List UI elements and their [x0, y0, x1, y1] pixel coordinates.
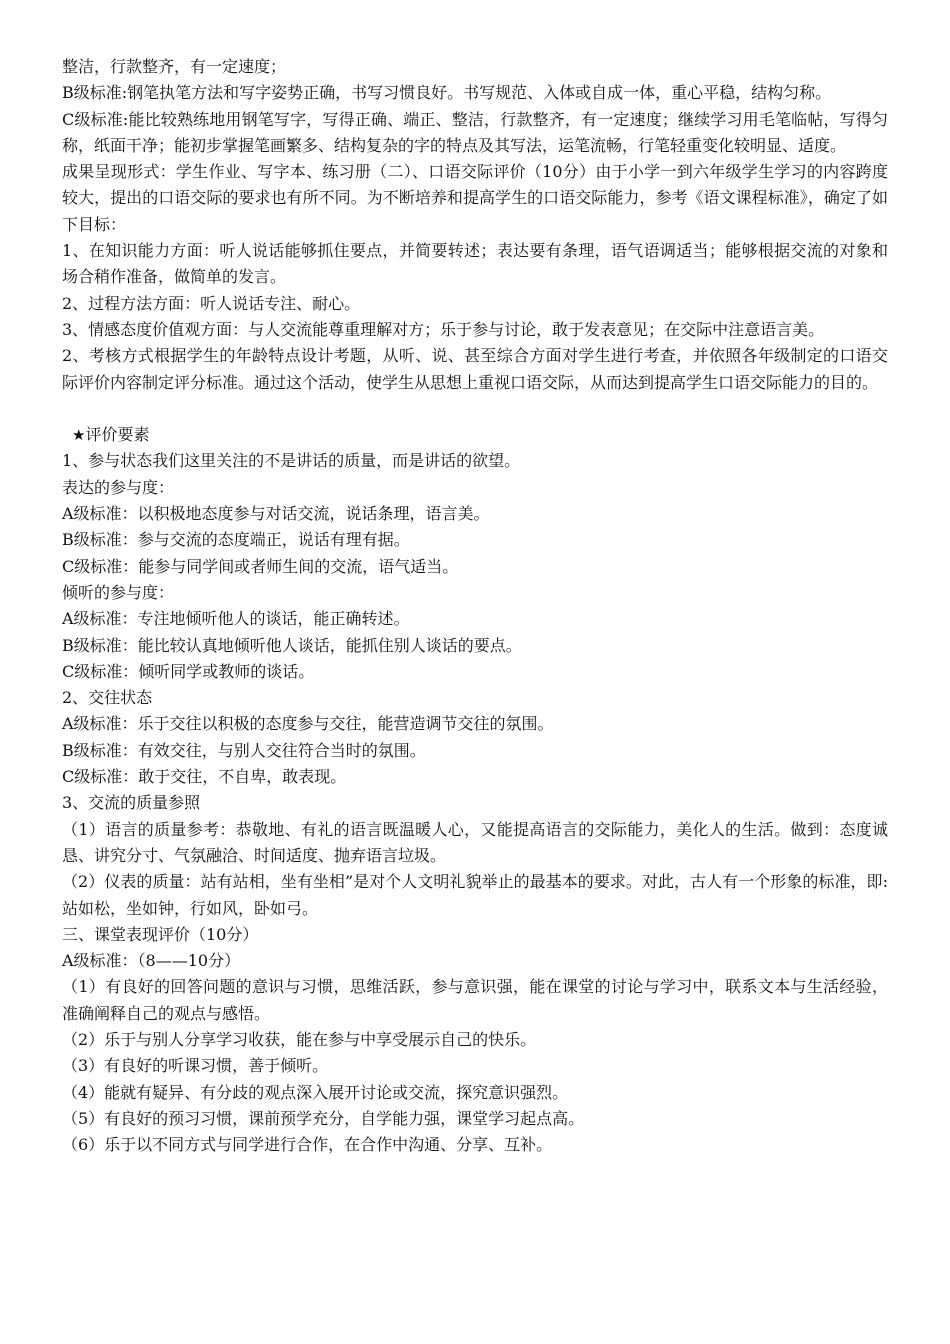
paragraph: C级标准：敢于交往，不自卑，敢表现。: [62, 767, 347, 787]
paragraph: （3）有良好的听课习惯，善于倾听。: [62, 1056, 329, 1076]
paragraph: A级标准：以积极地态度参与对话交流，说话条理，语言美。: [62, 504, 490, 524]
star-icon: ★: [72, 426, 86, 445]
paragraph: C级标准：能参与同学间或者师生间的交流，语气适当。: [62, 556, 459, 576]
paragraph: A级标准：乐于交往以积极的态度参与交往，能营造调节交往的氛围。: [62, 714, 554, 734]
paragraph: （6）乐于以不同方式与同学进行合作，在合作中沟通、分享、互补。: [62, 1135, 553, 1155]
paragraph: A级标准：专注地倾听他人的谈话，能正确转述。: [62, 609, 410, 629]
paragraph: （2）乐于与别人分享学习收获，能在参与中享受展示自己的快乐。: [62, 1029, 537, 1049]
paragraph: C级标准：倾听同学或教师的谈话。: [62, 661, 315, 681]
paragraph: B级标准：能比较认真地倾听他人谈话，能抓住别人谈话的要点。: [62, 635, 522, 655]
paragraph: 3、交流的质量参照: [62, 793, 201, 813]
paragraph: 三、课堂表现评价（10分）: [62, 924, 259, 944]
paragraph: 2、考核方式根据学生的年龄特点设计考题，从听、说、甚至综合方面对学生进行考查，并依照各年级制定的口语交际评价内容制定评分标准。通过这个活动，使学生从思想上重视口语交际，从而达到提高学生口语交际能力的目的。: [62, 346, 888, 392]
paragraph: B级标准:钢笔执笔方法和写字姿势正确，书写习惯良好。书写规范、入体或自成一体，重心平稳，结构匀称。: [62, 83, 832, 103]
paragraph: A级标准：（8——10分）: [62, 951, 241, 971]
paragraph: （1）语言的质量参考：恭敬地、有礼的语言既温暖人心，又能提高语言的交际能力，美化人的生活。做到：态度诚恳、讲究分寸、气氛融洽、时间适度、抛弃语言垃圾。: [62, 819, 888, 865]
paragraph: C级标准:能比较熟练地用钢笔写字，写得正确、端正、整洁，行款整齐，有一定速度；继续学习用毛笔临帖，写得匀称，纸面干净；能初步掌握笔画繁多、结构复杂的字的特点及其写法，运笔流畅，行笔轻重变化较明显、适度。: [62, 109, 888, 155]
blank-line: [62, 396, 888, 422]
paragraph: （2）仪表的质量：站有站相，坐有坐相”是对个人文明礼貌举止的最基本的要求。对此，古人有一个形象的标准，即:站如松，坐如钟，行如风，卧如弓。: [62, 872, 888, 918]
section-heading: [62, 422, 888, 448]
paragraph: 整洁，行款整齐，有一定速度；: [62, 57, 287, 76]
paragraph: B级标准：参与交流的态度端正，说话有理有据。: [62, 530, 410, 550]
paragraph: 1、在知识能力方面：听人说话能够抓住要点，并简要转述；表达要有条理，语气语调适当；能够根据交流的对象和场合稍作准备，做简单的发言。: [62, 241, 888, 287]
paragraph: 表达的参与度：: [62, 477, 175, 497]
paragraph: （5）有良好的预习习惯，课前预学充分，自学能力强，课堂学习起点高。: [62, 1108, 585, 1128]
paragraph: 2、过程方法方面：听人说话专注、耐心。: [62, 293, 361, 313]
paragraph: B级标准：有效交往，与别人交往符合当时的氛围。: [62, 740, 426, 760]
paragraph: 1、参与状态我们这里关注的不是讲话的质量，而是讲话的欲望。: [62, 451, 521, 471]
paragraph: （4）能就有疑异、有分歧的观点深入展开讨论或交流，探究意识强烈。: [62, 1082, 569, 1102]
paragraph: 2、交往状态: [62, 688, 153, 708]
paragraph: 倾听的参与度：: [62, 582, 175, 602]
paragraph: 成果呈现形式：学生作业、写字本、练习册（二）、口语交际评价（10分）由于小学一到六年级学生学习的内容跨度较大，提出的口语交际的要求也有所不同。为不断培养和提高学生的口语交际能力，参考《语文课程标准》，确定了如下目标：: [62, 162, 888, 234]
section-heading-text: 评价要素: [85, 425, 150, 445]
paragraph: 3、情感态度价值观方面：与人交流能尊重理解对方；乐于参与讨论，敢于发表意见；在交际中注意语言美。: [62, 319, 825, 339]
document-page: [62, 54, 888, 1158]
paragraph: （1）有良好的回答问题的意识与习惯，思维活跃，参与意识强，能在课堂的讨论与学习中，联系文本与生活经验，准确阐释自己的观点与感悟。: [62, 977, 888, 1023]
